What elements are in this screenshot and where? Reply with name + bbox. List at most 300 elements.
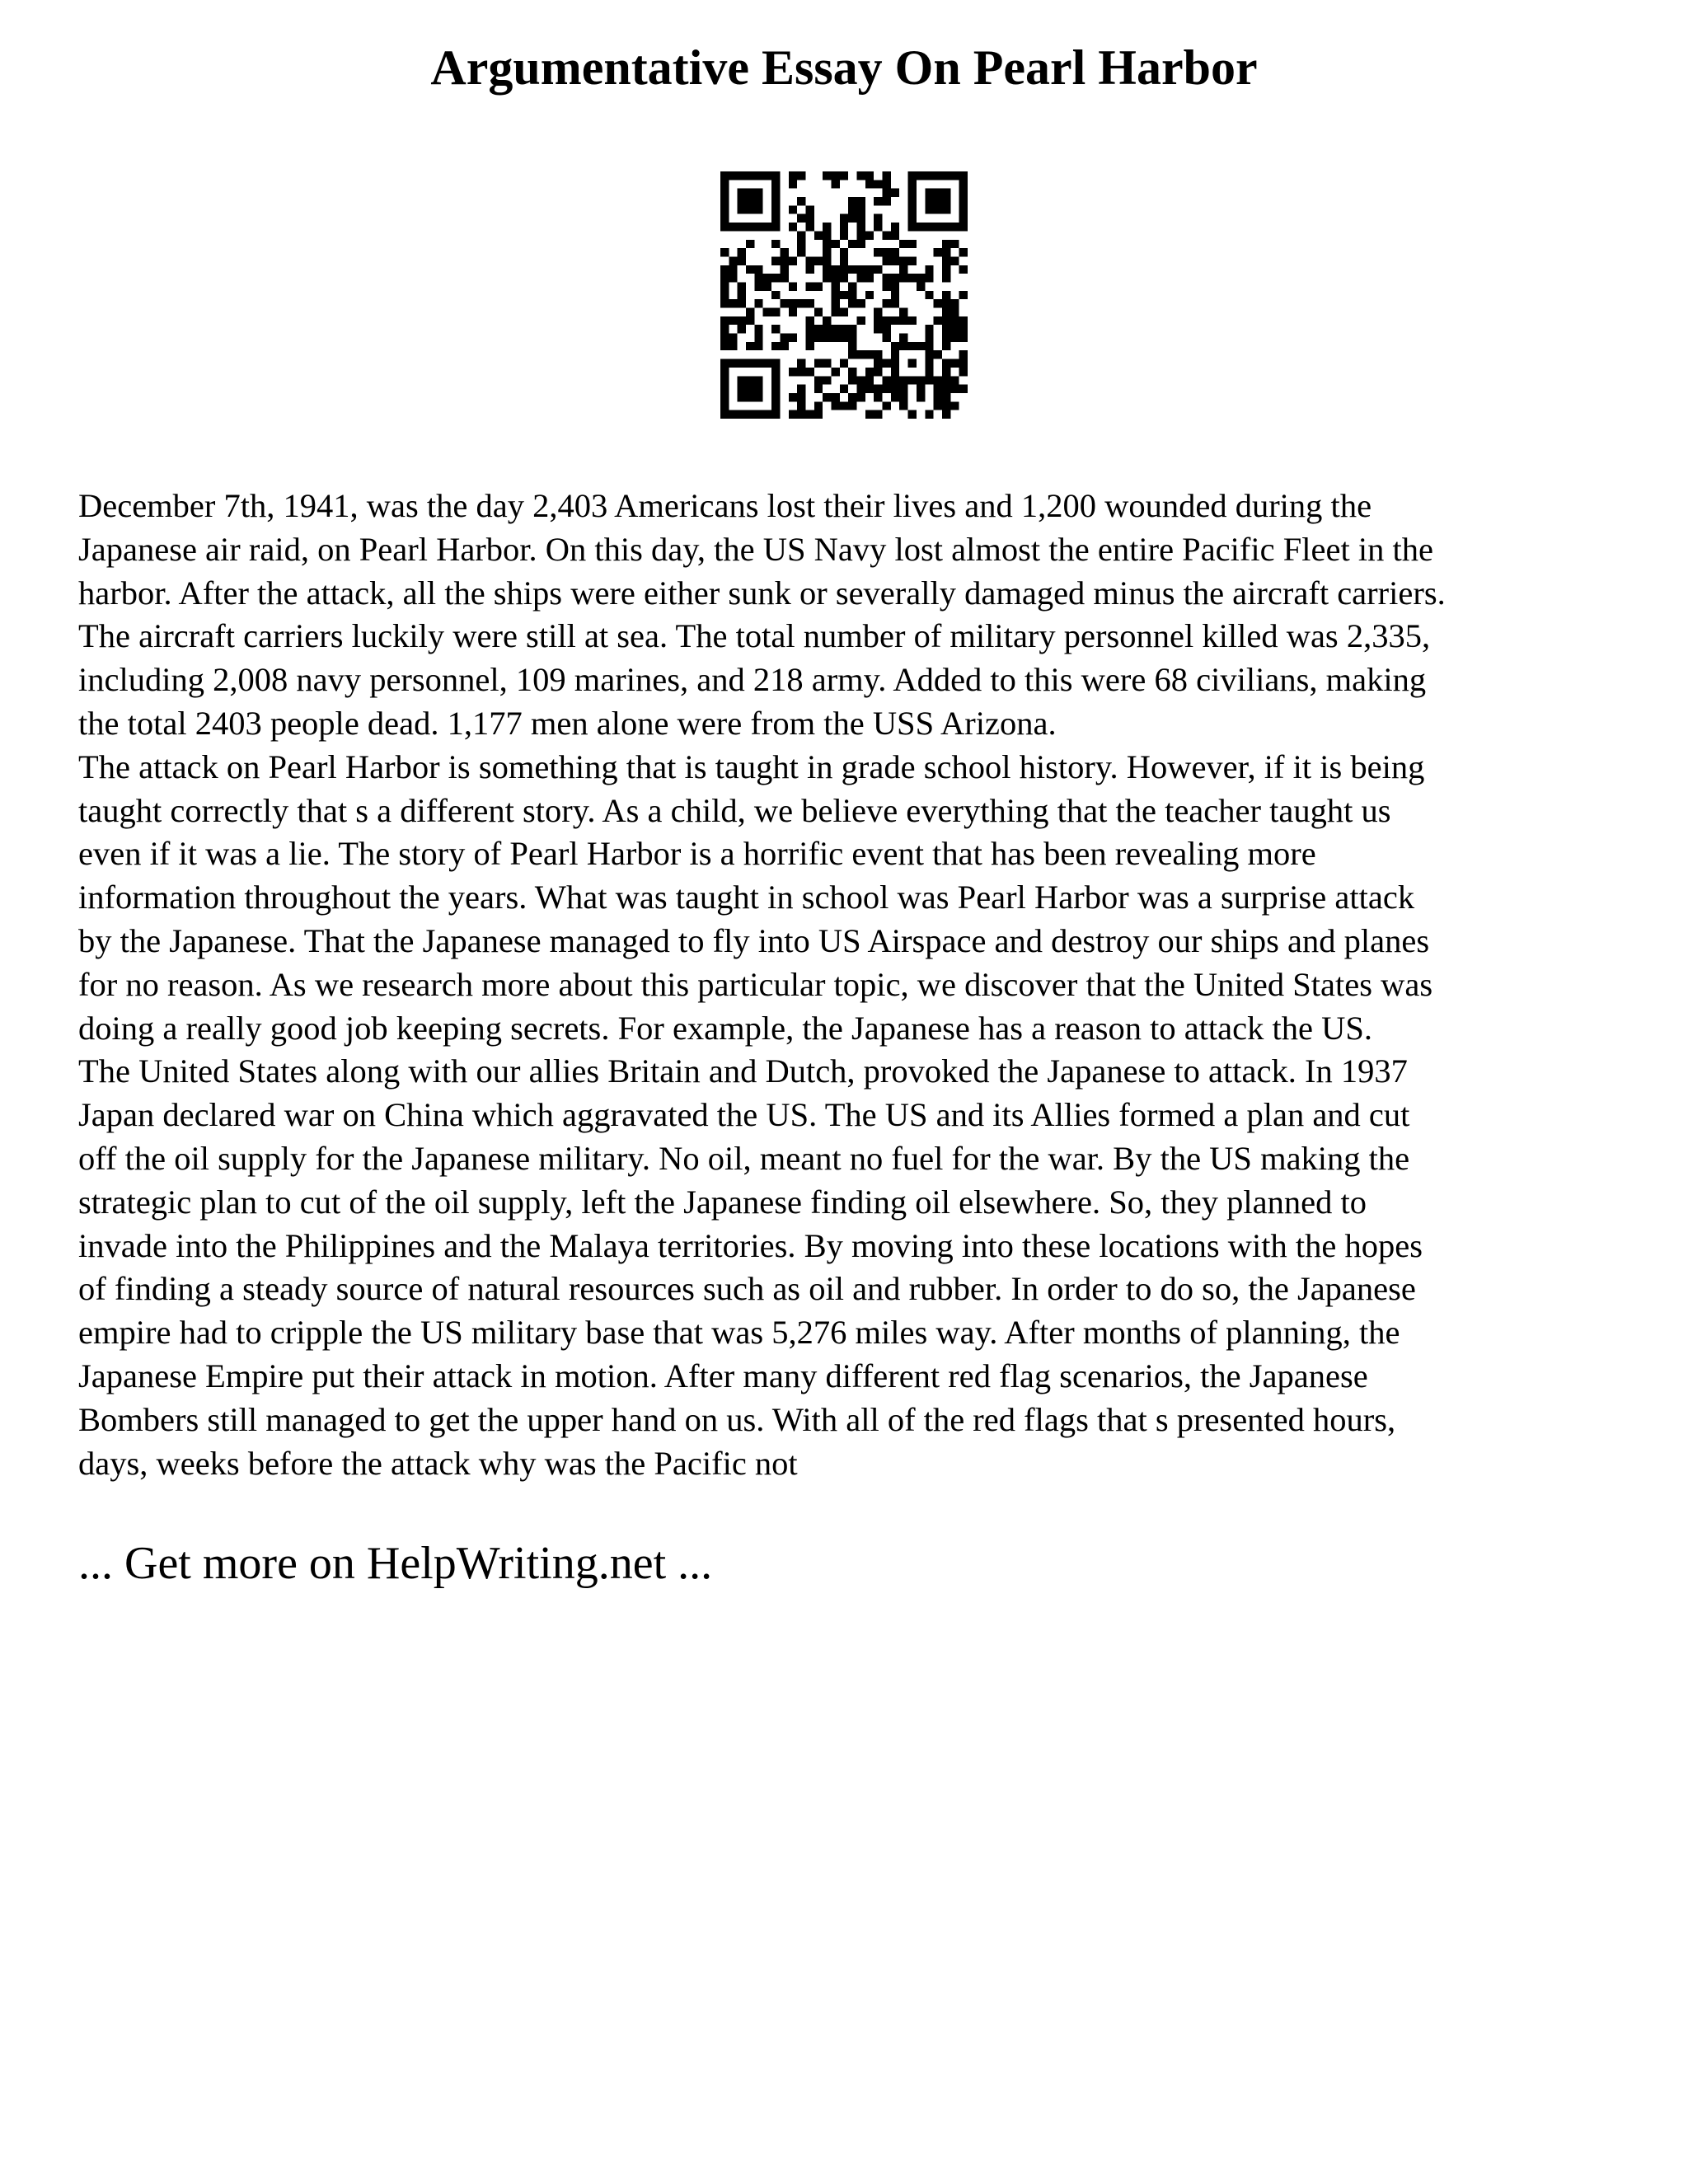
qr-module xyxy=(857,240,865,248)
qr-module xyxy=(831,171,839,180)
qr-module xyxy=(934,197,942,205)
qr-module xyxy=(934,350,942,359)
qr-module xyxy=(942,393,950,401)
qr-module xyxy=(857,265,865,274)
qr-module xyxy=(917,393,925,401)
qr-module xyxy=(720,401,729,410)
qr-module xyxy=(840,223,848,231)
qr-module xyxy=(848,401,856,410)
qr-module xyxy=(950,299,959,307)
essay-line: strategic plan to cut of the oil supply, left the Japanese finding oil elsewhere. So, they planned to xyxy=(78,1183,1367,1221)
qr-module xyxy=(780,265,788,274)
qr-module xyxy=(874,197,882,205)
qr-module xyxy=(950,223,959,231)
essay-body xyxy=(78,485,1628,1485)
qr-module xyxy=(899,240,907,248)
qr-module xyxy=(797,385,805,393)
qr-module xyxy=(789,410,797,419)
qr-module xyxy=(746,393,754,401)
qr-module xyxy=(883,231,891,239)
qr-module xyxy=(865,180,874,188)
qr-module xyxy=(874,410,882,419)
qr-module xyxy=(942,248,950,256)
qr-module xyxy=(805,410,814,419)
qr-module xyxy=(925,334,933,342)
qr-module xyxy=(823,256,831,265)
qr-module xyxy=(959,214,968,223)
qr-module xyxy=(720,342,729,350)
qr-module xyxy=(848,350,856,359)
essay-line: The United States along with our allies Britain and Dutch, provoked the Japanese to attack. In 1937 xyxy=(78,1052,1408,1090)
qr-module xyxy=(891,274,899,282)
qr-module xyxy=(865,171,874,180)
qr-module xyxy=(754,205,762,213)
qr-module xyxy=(805,223,814,231)
qr-module xyxy=(925,189,933,197)
qr-module xyxy=(797,299,805,307)
qr-module xyxy=(738,393,746,401)
qr-module xyxy=(891,299,899,307)
qr-module xyxy=(934,376,942,384)
qr-module xyxy=(831,282,839,290)
qr-module xyxy=(874,316,882,325)
qr-module xyxy=(720,214,729,223)
qr-module xyxy=(814,256,823,265)
qr-module xyxy=(883,299,891,307)
qr-module xyxy=(729,316,737,325)
qr-module xyxy=(771,189,780,197)
qr-module xyxy=(908,359,917,368)
qr-module xyxy=(754,385,762,393)
qr-module xyxy=(797,401,805,410)
qr-module xyxy=(814,282,823,290)
essay-line: The aircraft carriers luckily were still at sea. The total number of military personnel killed was 2,335, xyxy=(78,617,1431,655)
qr-module xyxy=(754,334,762,342)
qr-module xyxy=(942,308,950,316)
qr-module xyxy=(754,223,762,231)
qr-module xyxy=(720,376,729,384)
qr-module xyxy=(780,256,788,265)
essay-line: days, weeks before the attack why was the Pacific not xyxy=(78,1444,798,1482)
qr-module xyxy=(831,180,839,188)
qr-module xyxy=(746,376,754,384)
qr-module xyxy=(848,368,856,376)
qr-module xyxy=(874,248,882,256)
qr-module xyxy=(754,359,762,368)
qr-module xyxy=(874,308,882,316)
qr-module xyxy=(934,248,942,256)
qr-module xyxy=(771,342,780,350)
qr-module xyxy=(925,171,933,180)
qr-module xyxy=(746,205,754,213)
qr-module xyxy=(942,359,950,368)
qr-module xyxy=(789,223,797,231)
essay-line: including 2,008 navy personnel, 109 marines, and 218 army. Added to this were 68 civilians, making xyxy=(78,661,1427,699)
qr-module xyxy=(797,231,805,239)
qr-module xyxy=(746,197,754,205)
qr-module xyxy=(729,359,737,368)
qr-module xyxy=(738,189,746,197)
qr-module xyxy=(720,180,729,188)
qr-module xyxy=(942,401,950,410)
qr-module xyxy=(831,401,839,410)
qr-module xyxy=(950,359,959,368)
qr-module xyxy=(959,334,968,342)
qr-module xyxy=(857,205,865,213)
qr-module xyxy=(899,316,907,325)
qr-module xyxy=(942,334,950,342)
qr-module xyxy=(763,171,771,180)
qr-module xyxy=(729,334,737,342)
qr-module xyxy=(899,308,907,316)
qr-module xyxy=(891,316,899,325)
qr-module xyxy=(771,223,780,231)
essay-line: even if it was a lie. The story of Pearl Harbor is a horrific event that has been revealing more xyxy=(78,835,1316,873)
qr-module xyxy=(950,325,959,333)
qr-module xyxy=(942,410,950,419)
qr-module xyxy=(848,334,856,342)
qr-module xyxy=(959,325,968,333)
qr-module xyxy=(908,342,917,350)
qr-module xyxy=(840,231,848,239)
qr-module xyxy=(754,274,762,282)
qr-module xyxy=(771,205,780,213)
qr-code-graphic xyxy=(720,171,968,419)
qr-module xyxy=(720,393,729,401)
qr-module xyxy=(934,385,942,393)
qr-module xyxy=(874,385,882,393)
qr-module xyxy=(840,291,848,299)
essay-line: information throughout the years. What was taught in school was Pearl Harbor was a surprise attack xyxy=(78,879,1415,916)
qr-module xyxy=(814,376,823,384)
qr-module xyxy=(942,342,950,350)
qr-module xyxy=(780,299,788,307)
qr-module xyxy=(720,359,729,368)
qr-module xyxy=(789,334,797,342)
essay-line: Bombers still managed to get the upper hand on us. With all of the red flags that s presented hours, xyxy=(78,1400,1396,1438)
qr-module xyxy=(883,401,891,410)
qr-module xyxy=(908,316,917,325)
qr-module xyxy=(754,325,762,333)
qr-module xyxy=(874,350,882,359)
qr-module xyxy=(754,282,762,290)
qr-module xyxy=(942,189,950,197)
qr-module xyxy=(831,240,839,248)
essay-line: by the Japanese. That the Japanese managed to fly into US Airspace and destroy our ships and planes xyxy=(78,921,1430,959)
essay-line: Japan declared war on China which aggravated the US. The US and its Allies formed a plan and cut xyxy=(78,1096,1410,1134)
qr-module xyxy=(720,316,729,325)
qr-module xyxy=(917,274,925,282)
qr-module xyxy=(763,359,771,368)
qr-module xyxy=(908,240,917,248)
qr-module xyxy=(720,205,729,213)
qr-module xyxy=(942,291,950,299)
get-more-link[interactable]: ... Get more on HelpWriting.net ... xyxy=(78,1538,713,1589)
qr-module xyxy=(942,325,950,333)
qr-module xyxy=(720,223,729,231)
qr-module xyxy=(865,385,874,393)
qr-module xyxy=(738,291,746,299)
qr-module xyxy=(950,376,959,384)
qr-module xyxy=(738,299,746,307)
qr-module xyxy=(959,223,968,231)
qr-module xyxy=(942,205,950,213)
qr-module xyxy=(823,334,831,342)
qr-module xyxy=(857,385,865,393)
qr-module xyxy=(805,325,814,333)
qr-module xyxy=(797,393,805,401)
qr-module xyxy=(720,334,729,342)
qr-module xyxy=(857,171,865,180)
qr-module xyxy=(729,410,737,419)
qr-module xyxy=(729,256,737,265)
qr-module xyxy=(738,325,746,333)
qr-module xyxy=(857,299,865,307)
qr-module xyxy=(934,393,942,401)
qr-module xyxy=(959,385,968,393)
qr-module xyxy=(763,274,771,282)
qr-module xyxy=(865,274,874,282)
qr-module xyxy=(874,393,882,401)
qr-module xyxy=(942,265,950,274)
qr-module xyxy=(857,274,865,282)
qr-module xyxy=(746,223,754,231)
qr-module xyxy=(942,368,950,376)
qr-module xyxy=(840,256,848,265)
qr-module xyxy=(754,299,762,307)
qr-module xyxy=(789,308,797,316)
qr-module xyxy=(771,274,780,282)
qr-module xyxy=(840,359,848,368)
qr-module xyxy=(883,316,891,325)
qr-module xyxy=(823,248,831,256)
qr-module xyxy=(823,223,831,231)
qr-module xyxy=(883,197,891,205)
qr-module xyxy=(883,180,891,188)
qr-module xyxy=(771,214,780,223)
qr-module xyxy=(738,205,746,213)
qr-module xyxy=(763,223,771,231)
qr-module xyxy=(754,171,762,180)
qr-module xyxy=(789,256,797,265)
qr-module xyxy=(925,368,933,376)
qr-module xyxy=(797,359,805,368)
essay-line: doing a really good job keeping secrets. For example, the Japanese has a reason to attack the US. xyxy=(78,1009,1373,1047)
qr-module xyxy=(908,205,917,213)
qr-module xyxy=(925,376,933,384)
qr-module xyxy=(738,410,746,419)
qr-module xyxy=(891,385,899,393)
qr-module xyxy=(865,231,874,239)
essay-line: of finding a steady source of natural resources such as oil and rubber. In order to do so, the Japanese xyxy=(78,1270,1416,1308)
qr-module xyxy=(797,197,805,205)
qr-module xyxy=(780,248,788,256)
qr-module xyxy=(720,299,729,307)
qr-module xyxy=(771,291,780,299)
qr-module xyxy=(857,197,865,205)
qr-module xyxy=(959,359,968,368)
qr-module xyxy=(805,265,814,274)
qr-module xyxy=(814,308,823,316)
qr-module xyxy=(789,299,797,307)
qr-module xyxy=(934,299,942,307)
qr-module xyxy=(746,385,754,393)
qr-module xyxy=(891,376,899,384)
qr-module xyxy=(899,256,907,265)
qr-module xyxy=(942,240,950,248)
qr-module xyxy=(883,376,891,384)
qr-module xyxy=(720,248,729,256)
qr-module xyxy=(891,189,899,197)
qr-module xyxy=(883,274,891,282)
qr-module xyxy=(746,189,754,197)
qr-module xyxy=(738,282,746,290)
qr-module xyxy=(823,240,831,248)
qr-module xyxy=(814,385,823,393)
qr-module xyxy=(814,401,823,410)
qr-module xyxy=(840,274,848,282)
qr-module xyxy=(925,342,933,350)
qr-module xyxy=(720,325,729,333)
qr-module xyxy=(738,385,746,393)
qr-module xyxy=(848,197,856,205)
qr-module xyxy=(789,205,797,213)
qr-module xyxy=(746,240,754,248)
qr-module xyxy=(763,410,771,419)
qr-module xyxy=(729,265,737,274)
qr-module xyxy=(908,189,917,197)
qr-module xyxy=(814,334,823,342)
qr-module xyxy=(883,256,891,265)
qr-module xyxy=(950,385,959,393)
qr-module xyxy=(814,325,823,333)
essay-line: invade into the Philippines and the Malaya territories. By moving into these locations with the hopes xyxy=(78,1226,1423,1264)
qr-module xyxy=(917,282,925,290)
qr-module xyxy=(942,223,950,231)
qr-module xyxy=(797,240,805,248)
qr-module xyxy=(797,248,805,256)
qr-module xyxy=(959,368,968,376)
qr-module xyxy=(925,205,933,213)
qr-module xyxy=(959,248,968,256)
qr-module xyxy=(899,401,907,410)
qr-module xyxy=(874,223,882,231)
qr-module xyxy=(848,376,856,384)
qr-module xyxy=(746,265,754,274)
qr-module xyxy=(738,197,746,205)
qr-module xyxy=(840,385,848,393)
qr-module xyxy=(805,256,814,265)
qr-module xyxy=(780,334,788,342)
qr-module xyxy=(729,171,737,180)
qr-module xyxy=(738,248,746,256)
qr-module xyxy=(746,410,754,419)
qr-module xyxy=(805,299,814,307)
qr-module xyxy=(899,393,907,401)
qr-module xyxy=(950,256,959,265)
qr-module xyxy=(899,342,907,350)
qr-module xyxy=(950,171,959,180)
qr-module xyxy=(720,410,729,419)
qr-module xyxy=(874,180,882,188)
qr-module xyxy=(805,214,814,223)
qr-module xyxy=(797,214,805,223)
qr-module xyxy=(831,265,839,274)
qr-module xyxy=(848,214,856,223)
qr-module xyxy=(908,410,917,419)
qr-module xyxy=(891,368,899,376)
qr-module xyxy=(771,368,780,376)
qr-module xyxy=(805,334,814,342)
qr-module xyxy=(746,171,754,180)
qr-module xyxy=(925,291,933,299)
qr-module xyxy=(814,231,823,239)
qr-module xyxy=(917,171,925,180)
qr-module xyxy=(857,350,865,359)
qr-module xyxy=(883,359,891,368)
qr-module xyxy=(934,223,942,231)
essay-line: off the oil supply for the Japanese military. No oil, meant no fuel for the war. By the US making the xyxy=(78,1139,1410,1177)
qr-module xyxy=(959,180,968,188)
qr-module xyxy=(908,171,917,180)
qr-module xyxy=(729,274,737,282)
qr-module xyxy=(891,350,899,359)
qr-module xyxy=(805,205,814,213)
qr-module xyxy=(754,189,762,197)
qr-module xyxy=(959,171,968,180)
qr-module xyxy=(789,282,797,290)
qr-module xyxy=(763,308,771,316)
qr-module xyxy=(823,274,831,282)
qr-module xyxy=(738,223,746,231)
qr-module xyxy=(934,189,942,197)
qr-module xyxy=(942,171,950,180)
qr-module xyxy=(754,410,762,419)
qr-module xyxy=(848,205,856,213)
qr-module xyxy=(883,385,891,393)
qr-module xyxy=(908,376,917,384)
qr-module xyxy=(959,197,968,205)
qr-module xyxy=(771,240,780,248)
qr-module xyxy=(883,171,891,180)
essay-line: for no reason. As we research more about this particular topic, we discover that the United States was xyxy=(78,965,1433,1003)
essay-line: taught correctly that s a different story. As a child, we believe everything that the teacher taught us xyxy=(78,791,1391,829)
qr-module xyxy=(780,342,788,350)
qr-module xyxy=(934,316,942,325)
qr-module xyxy=(848,342,856,350)
qr-module xyxy=(908,223,917,231)
qr-module xyxy=(805,316,814,325)
qr-module xyxy=(720,385,729,393)
qr-module xyxy=(908,274,917,282)
qr-module xyxy=(848,240,856,248)
qr-module xyxy=(848,325,856,333)
qr-module xyxy=(840,325,848,333)
qr-module xyxy=(729,299,737,307)
qr-module xyxy=(857,316,865,325)
qr-module xyxy=(874,325,882,333)
qr-module xyxy=(891,291,899,299)
qr-module xyxy=(720,265,729,274)
qr-code xyxy=(720,171,968,419)
qr-module xyxy=(738,359,746,368)
qr-module xyxy=(738,171,746,180)
qr-module xyxy=(771,385,780,393)
qr-module xyxy=(908,197,917,205)
qr-module xyxy=(814,359,823,368)
qr-module xyxy=(899,334,907,342)
essay-line: December 7th, 1941, was the day 2,403 Americans lost their lives and 1,200 wounded during the xyxy=(78,487,1372,524)
